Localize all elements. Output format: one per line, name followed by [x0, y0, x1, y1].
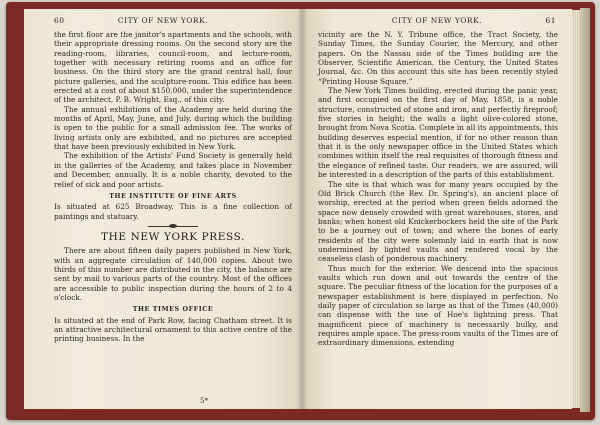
chapter-heading: THE NEW YORK PRESS.: [101, 230, 245, 243]
right-running-title: CITY OF NEW YORK.: [391, 16, 483, 25]
paragraph: The New York Times building, erected during the panic year, and first occupied on the first day of May, 1858, is a noble structure, constructed of stone and iron, and perfectly fireproof; five stories in height; the walls a light olive-colored stone, brought from Nova Scotia. Complete in all its appointments, this building deserves especial mention, if for no other reason than that it is the only newspaper office in the United States which combines within itself the real requisites of thorough fitness and the elegance of refined taste. Our readers, we are assured, will be interested in a description of the parts of this establishment.: [318, 86, 558, 180]
right-page: [302, 9, 572, 409]
left-page-text: [54, 30, 292, 344]
left-page-number: 60: [54, 16, 65, 25]
paragraph: the first floor are the janitor's apartments and the schools, with their appropriate dressing rooms. On the second story are the reading-room, libraries, council-room, and lecture-room, together with necessary retiring rooms and an office for business. On the third story are the grand central hall, four picture galleries, and the sculpture-room. This edifice has been erected at a cost of about $150,000, under the superintendence of the architect, P. B. Wright, Esq., of this city.: [54, 30, 292, 105]
page-edges-shadow: [580, 8, 590, 412]
right-running-head: [302, 16, 572, 28]
book-gutter: [297, 9, 307, 409]
section-heading: THE INSTITUTE OF FINE ARTS: [109, 192, 237, 200]
paragraph: Is situated at 625 Broadway. This is a fine collection of paintings and statuary.: [54, 202, 292, 221]
ornamental-rule: [148, 226, 198, 227]
paragraph: The exhibition of the Artists' Fund Society is generally held in the galleries of the Academy, and takes place in November and December, annually. It is a noble charity, devoted to the relief of sick and poor artists.: [54, 151, 292, 189]
left-running-head: [24, 16, 302, 28]
paragraph: Is situated at the end of Park Row, facing Chatham street. It is an attractive architectural ornament to this active centre of the printing business. In the: [54, 315, 292, 344]
paragraph: The site is that which was for many years occupied by the Old Brick Church (the Rev. Dr. Spring's), an ancient place of worship, erected at the period when green fields adorned the space now densely crowded with great warehouses, stores, and banks; when honest old Knickerbockers held the site of the Park to be a journey out of town; and where the bones of early residents of the city were solemnly laid in earth that is now undermined by lighted vaults and rendered vocal by the ceaseless clash of ponderous machinery.: [318, 179, 558, 264]
paragraph: There are about fifteen daily papers published in New York, with an aggregate circulation of 140,000 copies. About two thirds of this number are distributed in the city, the balance are sent by mail to various parts of the country. Most of the offices are accessible to public inspection during the hours of 2 to 4 o'clock.: [54, 246, 292, 302]
paragraph: vicinity are the N. Y. Tribune office, the Tract Society, the Sunday Times, the Sunday Courier, the Mercury, and other papers. On the Nassau side of the Times building are the Observer, Scientific American, the Century, the United States Journal, &c. On this account this site has been recently styled “Printing House Square.”: [318, 30, 558, 86]
signature-mark: 5*: [200, 397, 208, 405]
paragraph: Thus much for the exterior. We descend into the spacious vaults which run down and out towards the centre of the square. The peculiar fitness of the location for the purposes of a newspaper establishment is here displayed in perfection. No daily paper of circulation so large as that of the Times (40,000) can dispense with the use of Hoe's lightning press. That magnificent piece of machinery is necessarily bulky, and requires ample space. The press-room vaults of the Times are of extraordinary dimensions, extending: [318, 263, 558, 348]
left-page: [24, 9, 302, 409]
left-running-title: CITY OF NEW YORK.: [117, 16, 209, 25]
right-page-text: [318, 30, 558, 348]
section-heading: THE TIMES OFFICE: [132, 306, 214, 314]
paragraph: The annual exhibitions of the Academy are held during the months of April, May, June, and July, during which the building is open to the public for a small admission fee. The works of living artists only are exhibited, and no pictures are accepted that have been previously exhibited in New York.: [54, 104, 292, 152]
right-page-number: 61: [545, 16, 556, 25]
